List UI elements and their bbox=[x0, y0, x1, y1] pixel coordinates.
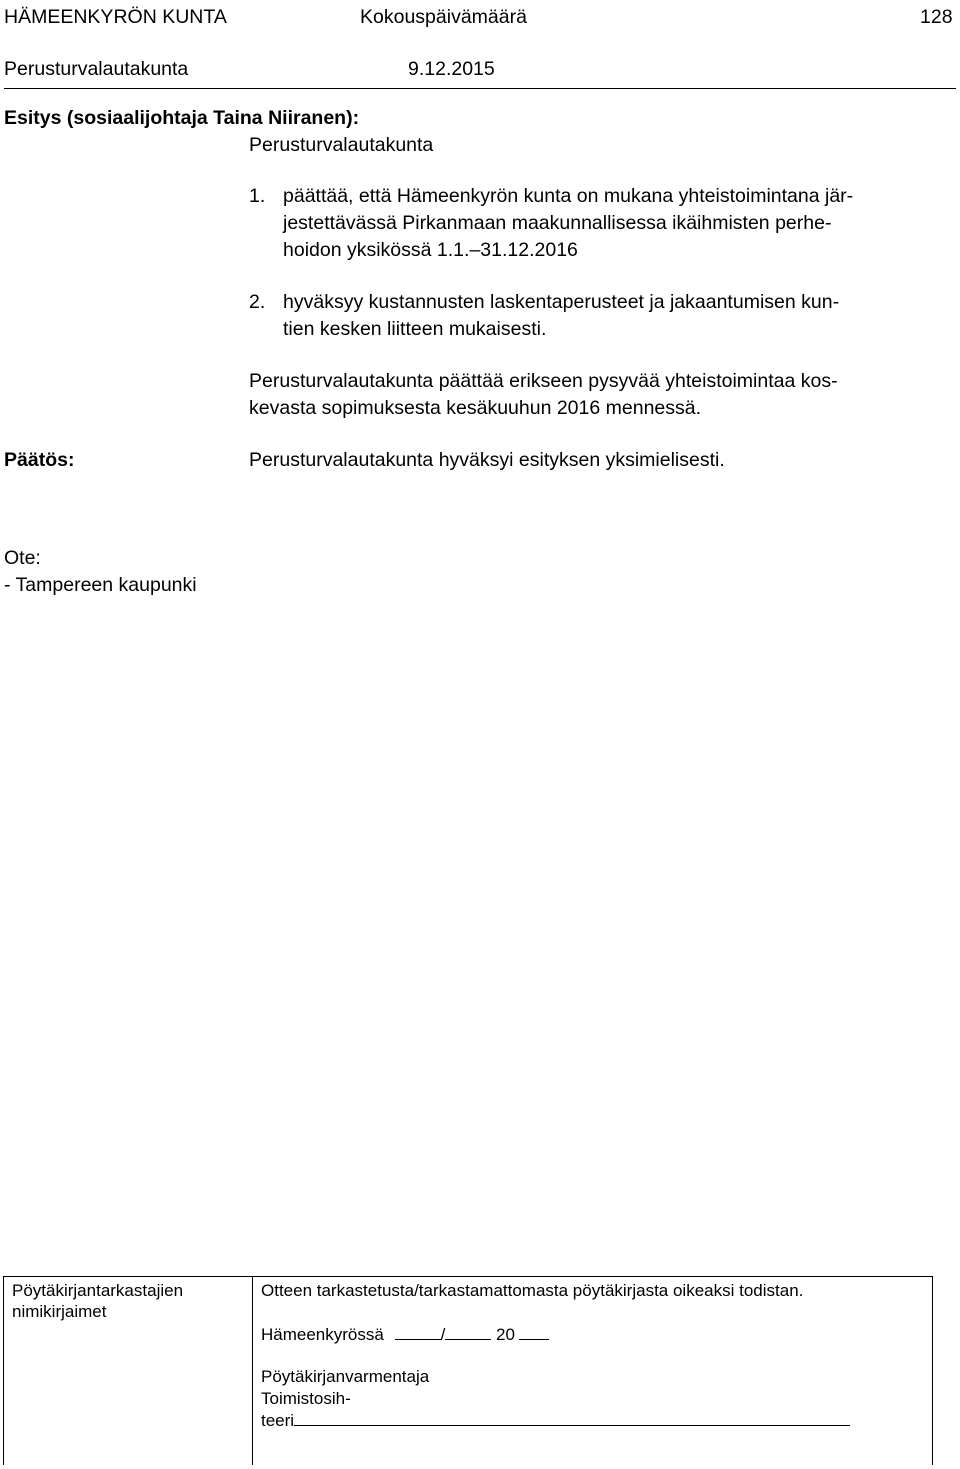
certification-text: Otteen tarkastetusta/tarkastamattomasta pöytäkirjasta oikeaksi todistan. bbox=[261, 1281, 804, 1300]
day-blank bbox=[395, 1325, 441, 1340]
date-label: Kokouspäivämäärä bbox=[360, 6, 527, 28]
item-line: jestettävässä Pirkanmaan maakunnallisessa ikäihmisten perhe- bbox=[283, 212, 832, 234]
item-number: 1. bbox=[249, 185, 266, 207]
year-blank bbox=[519, 1325, 549, 1340]
item-line: hyväksyy kustannusten laskentaperusteet ja jakaantumisen kun- bbox=[283, 291, 840, 313]
committee-name: Perusturvalautakunta bbox=[4, 58, 189, 80]
year-prefix: 20 bbox=[496, 1325, 515, 1344]
initials-label-line1: Pöytäkirjantarkastajien bbox=[12, 1281, 184, 1300]
place-date-line bbox=[261, 1324, 549, 1345]
municipality-name: HÄMEENKYRÖN KUNTA bbox=[4, 6, 227, 28]
proposal-heading: Esitys (sosiaalijohtaja Taina Niiranen): bbox=[4, 107, 360, 129]
item-line: päättää, että Hämeenkyrön kunta on mukana yhteistoimintana jär- bbox=[283, 185, 854, 207]
signature-line bbox=[294, 1411, 850, 1426]
item-number: 2. bbox=[249, 291, 266, 313]
item-line: tien kesken liitteen mukaisesti. bbox=[283, 318, 547, 340]
proposal-note-line: kevasta sopimuksesta kesäkuuhun 2016 mennessä. bbox=[249, 397, 702, 419]
month-blank bbox=[445, 1325, 491, 1340]
proposal-note-line: Perusturvalautakunta päättää erikseen pysyvää yhteistoimintaa kos- bbox=[249, 370, 838, 392]
date-slash: / bbox=[440, 1325, 446, 1344]
header-divider bbox=[4, 88, 956, 89]
certifier-title-line1: Toimistosih- bbox=[261, 1389, 351, 1408]
item-line: hoidon yksikössä 1.1.–31.12.2016 bbox=[283, 239, 578, 261]
certification-box bbox=[3, 1276, 933, 1465]
meeting-date: 9.12.2015 bbox=[408, 58, 495, 80]
initials-label-line2: nimikirjaimet bbox=[12, 1302, 107, 1321]
decision-label: Päätös: bbox=[4, 449, 75, 471]
certifier-title-text: teeri bbox=[261, 1411, 295, 1430]
decision-text: Perusturvalautakunta hyväksyi esityksen yksimielisesti. bbox=[249, 449, 725, 471]
excerpt-label: Ote: bbox=[4, 547, 41, 569]
excerpt-recipient: - Tampereen kaupunki bbox=[4, 574, 197, 596]
page-number: 128 bbox=[920, 6, 953, 28]
certifier-title-line2 bbox=[261, 1410, 850, 1431]
box-divider bbox=[252, 1277, 253, 1465]
certifier-label: Pöytäkirjanvarmentaja bbox=[261, 1367, 430, 1386]
place: Hämeenkyrössä bbox=[261, 1325, 384, 1344]
proposal-intro: Perusturvalautakunta bbox=[249, 134, 434, 156]
